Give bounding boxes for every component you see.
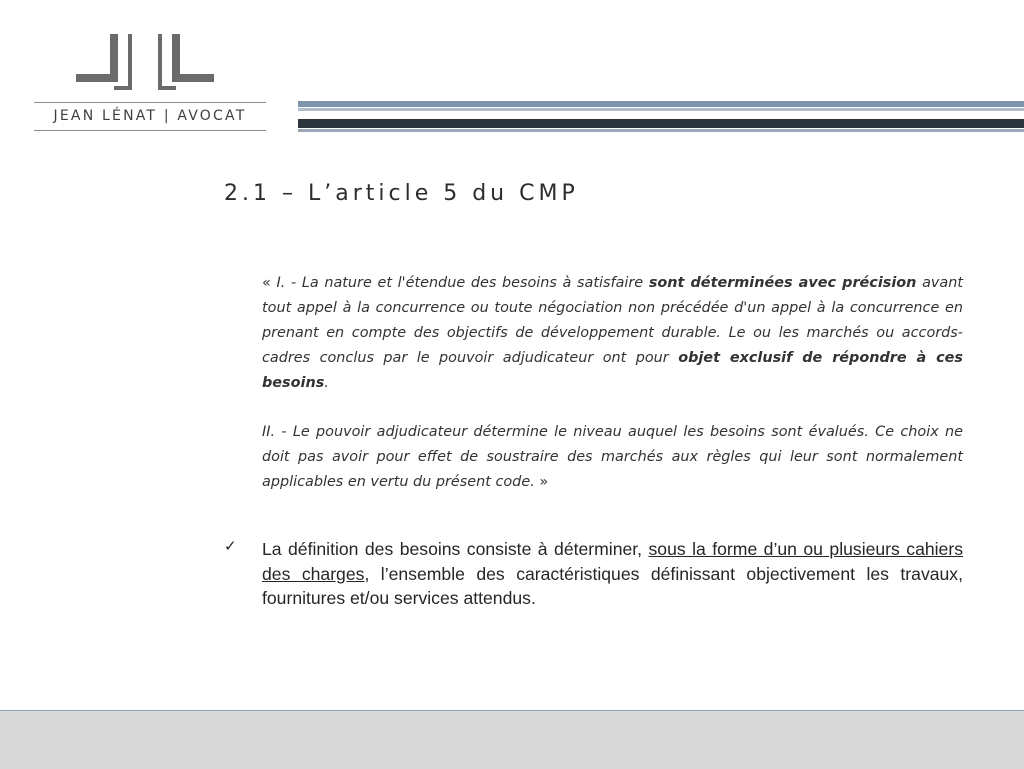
- quote-open-mark: «: [262, 275, 277, 291]
- bullet-underlined-text: sous la forme d’un ou plusieurs cahiers des charges: [262, 539, 963, 584]
- footer-band: [0, 710, 1024, 769]
- quote-emphasis: sont déterminées avec précision: [648, 275, 917, 291]
- header-bar-grey: [298, 129, 1024, 132]
- quote-text: II. - Le pouvoir adjudicateur détermine le niveau auquel les besoins sont évalués. Ce choix ne doit pas avoir pour effet de soustraire des marchés aux règles qui leur sont normalement applicables en vertu du présent code.: [262, 424, 963, 490]
- quote-text: .: [324, 375, 329, 391]
- header-bar-blue: [298, 101, 1024, 107]
- logo-rule-top: [34, 102, 266, 103]
- quote-text: I. - La nature et l'étendue des besoins à satisfaire: [276, 275, 649, 291]
- quote-paragraph-1: [262, 271, 963, 396]
- quote-emphasis: objet exclusif de répondre à ces besoins: [262, 350, 963, 391]
- header-bar-light: [298, 108, 1024, 111]
- bullet-text-part: , l’ensemble des caractéristiques définissant objectivement les travaux, fournitures et/ou services attendus.: [262, 563, 963, 608]
- logo-rule-bottom: [34, 130, 266, 131]
- quote-paragraph-2: [262, 420, 963, 495]
- logo-monogram-icon: [32, 30, 268, 92]
- slide-title: 2.1 – L’article 5 du CMP: [224, 181, 579, 206]
- quote-text: avant tout appel à la concurrence ou toute négociation non précédée d'un appel à la concurrence en prenant en compte des objectifs de développement durable. Le ou les marchés ou accords-cadres conclus par le pouvoir adjudicateur ont pour: [262, 275, 963, 366]
- header-bars: [298, 101, 1024, 133]
- legal-quote: [262, 271, 963, 495]
- quote-close-mark: »: [534, 474, 549, 490]
- header-bar-dark: [298, 119, 1024, 128]
- check-icon: ✓: [224, 538, 237, 555]
- bullet-text: [262, 537, 963, 611]
- bullet-text-part: La définition des besoins consiste à déterminer,: [262, 539, 649, 559]
- logo-text: JEAN LÉNAT | AVOCAT: [53, 108, 247, 124]
- logo: [32, 30, 268, 134]
